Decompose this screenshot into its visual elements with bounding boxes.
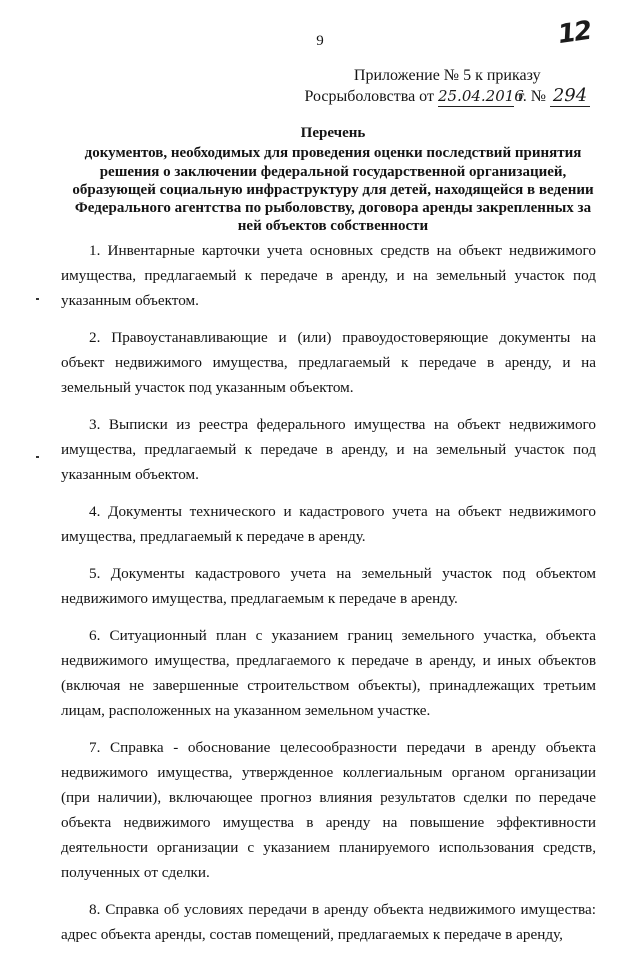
list-item: 7. Справка - обоснование целесообразности передачи в аренду объекта недвижимого имущества, утвержденное коллегиальным органом организации (при наличии), включающее прогноз влияния результатов сделки по передаче объекта недвижимого имущества в аренду на повышение эффективности деятельности организации с указанием планируемого использования средств, полученных от сделки. [61,739,596,881]
title-heading: Перечень [300,125,366,141]
order-number-label: г. № [517,88,546,105]
list-item: 5. Документы кадастрового учета на земельный участок под объектом недвижимого имущества, предлагаемым к передаче в аренду. [61,565,596,607]
handwritten-date: 25.04.2016 [437,87,524,105]
appendix-header [305,66,590,107]
handwritten-page-number: 12 [556,15,593,51]
document-body [61,238,596,959]
title-line: документов, необходимых для проведения оценки последствий принятия [84,145,582,162]
title-line: решения о заключении федеральной государственной организацией, [99,163,567,180]
margin-mark [36,456,39,458]
order-reference-line [305,86,590,107]
document-title [58,124,608,236]
title-line: ней объектов собственности [237,218,429,235]
list-item: 6. Ситуационный план с указанием границ земельного участка, объекта недвижимого имущества, предлагаемого к передаче в аренду, и иных объектов (включая не завершенные строительством объекты), принадлежащих третьим лицам, расположенных на указанном земельном участке. [61,627,596,719]
margin-mark [36,298,39,300]
title-line: Федерального агентства по рыболовству, договора аренды закрепленных за [74,200,592,217]
list-item: 2. Правоустанавливающие и (или) правоудостоверяющие документы на объект недвижимого имущества, предлагаемый к передаче в аренду, и на земельный участок под указанным объектом. [61,329,596,396]
title-line: образующей социальную инфраструктуру для детей, находящейся в ведении [72,181,594,198]
list-item: 4. Документы технического и кадастрового учета на объект недвижимого имущества, предлагаемый к передаче в аренду. [61,503,596,545]
list-item: 8. Справка об условиях передачи в аренду объекта недвижимого имущества: адрес объекта аренды, состав помещений, предлагаемых к передаче в аренду, [61,901,596,943]
handwritten-order-number: 294 [550,86,590,107]
order-prefix: Росрыболовства от [304,88,434,105]
appendix-line: Приложение № 5 к приказу [353,67,541,84]
list-item: 3. Выписки из реестра федерального имущества на объект недвижимого имущества, предлагаемый к передаче в аренду, и на земельный участок под указанным объектом. [61,416,596,483]
list-item: 1. Инвентарные карточки учета основных средств на объект недвижимого имущества, предлагаемый к передаче в аренду, и на земельный участок под указанным объектом. [61,242,596,309]
page-number: 9 [316,33,324,49]
